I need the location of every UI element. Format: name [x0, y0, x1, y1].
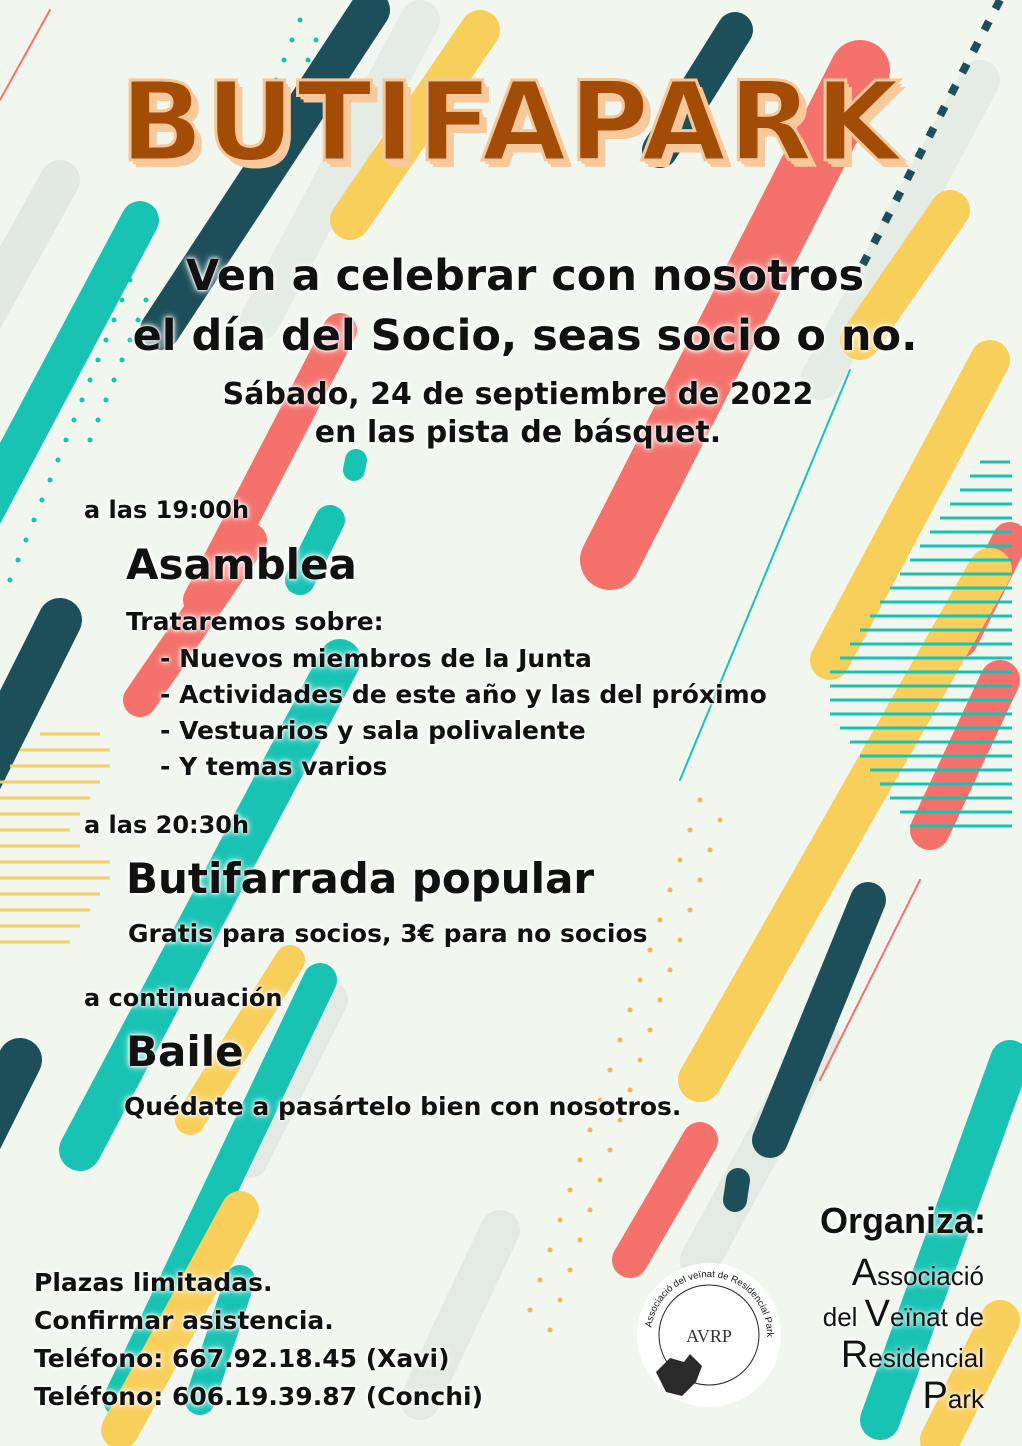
headline-line-1: Ven a celebrar con nosotros [185, 251, 865, 301]
date-line-1: Sábado, 24 de septiembre de 2022 [222, 377, 814, 412]
phone-xavi: Teléfono: 667.92.18.45 (Xavi) [34, 1344, 450, 1373]
date-line-2: en las pista de básquet. [314, 415, 722, 450]
list-item: - Vestuarios y sala polivalente [160, 716, 586, 745]
organizer-line-2: del Veïnat de [822, 1293, 984, 1335]
logo-ring-text: Associació del veïnat de Residencial Park [643, 1268, 776, 1338]
event-title: BUTIFAPARK [119, 58, 903, 186]
footer-line: Confirmar asistencia. [34, 1306, 334, 1335]
butifarrada-time: a las 20:30h [84, 811, 250, 839]
organizer-name [823, 1254, 984, 1418]
butifarrada-title: Butifarrada popular [126, 854, 595, 903]
phone-conchi: Teléfono: 606.19.39.87 (Conchi) [34, 1382, 484, 1411]
organizer-label: Organiza: [819, 1200, 986, 1241]
logo-monogram: AVRP [686, 1326, 732, 1346]
baile-title: Baile [126, 1027, 244, 1076]
footer-line: Plazas limitadas. [34, 1268, 273, 1297]
headline [0, 246, 1022, 366]
organizer-line-3: Residencial [840, 1334, 984, 1376]
asamblea-intro: Trataremos sobre: [126, 607, 384, 636]
association-logo [636, 1262, 782, 1408]
asamblea-time: a las 19:00h [84, 496, 250, 524]
list-item: - Nuevos miembros de la Junta [160, 644, 592, 673]
baile-description: Quédate a pasártelo bien con nosotros. [124, 1092, 682, 1121]
list-item: - Y temas varios [160, 752, 388, 781]
asamblea-title: Asamblea [126, 540, 357, 589]
contact-info [34, 1264, 483, 1416]
organizer-line-1: Associació [851, 1252, 984, 1294]
butifarrada-price: Gratis para socios, 3€ para no socios [128, 919, 648, 948]
event-date [0, 376, 1022, 452]
list-item: - Actividades de este año y las del próximo [160, 680, 767, 709]
organizer-line-4: Park [922, 1375, 984, 1417]
headline-line-2: el día del Socio, seas socio o no. [132, 311, 918, 361]
asamblea-topics [160, 641, 767, 785]
baile-time: a continuación [84, 984, 283, 1012]
